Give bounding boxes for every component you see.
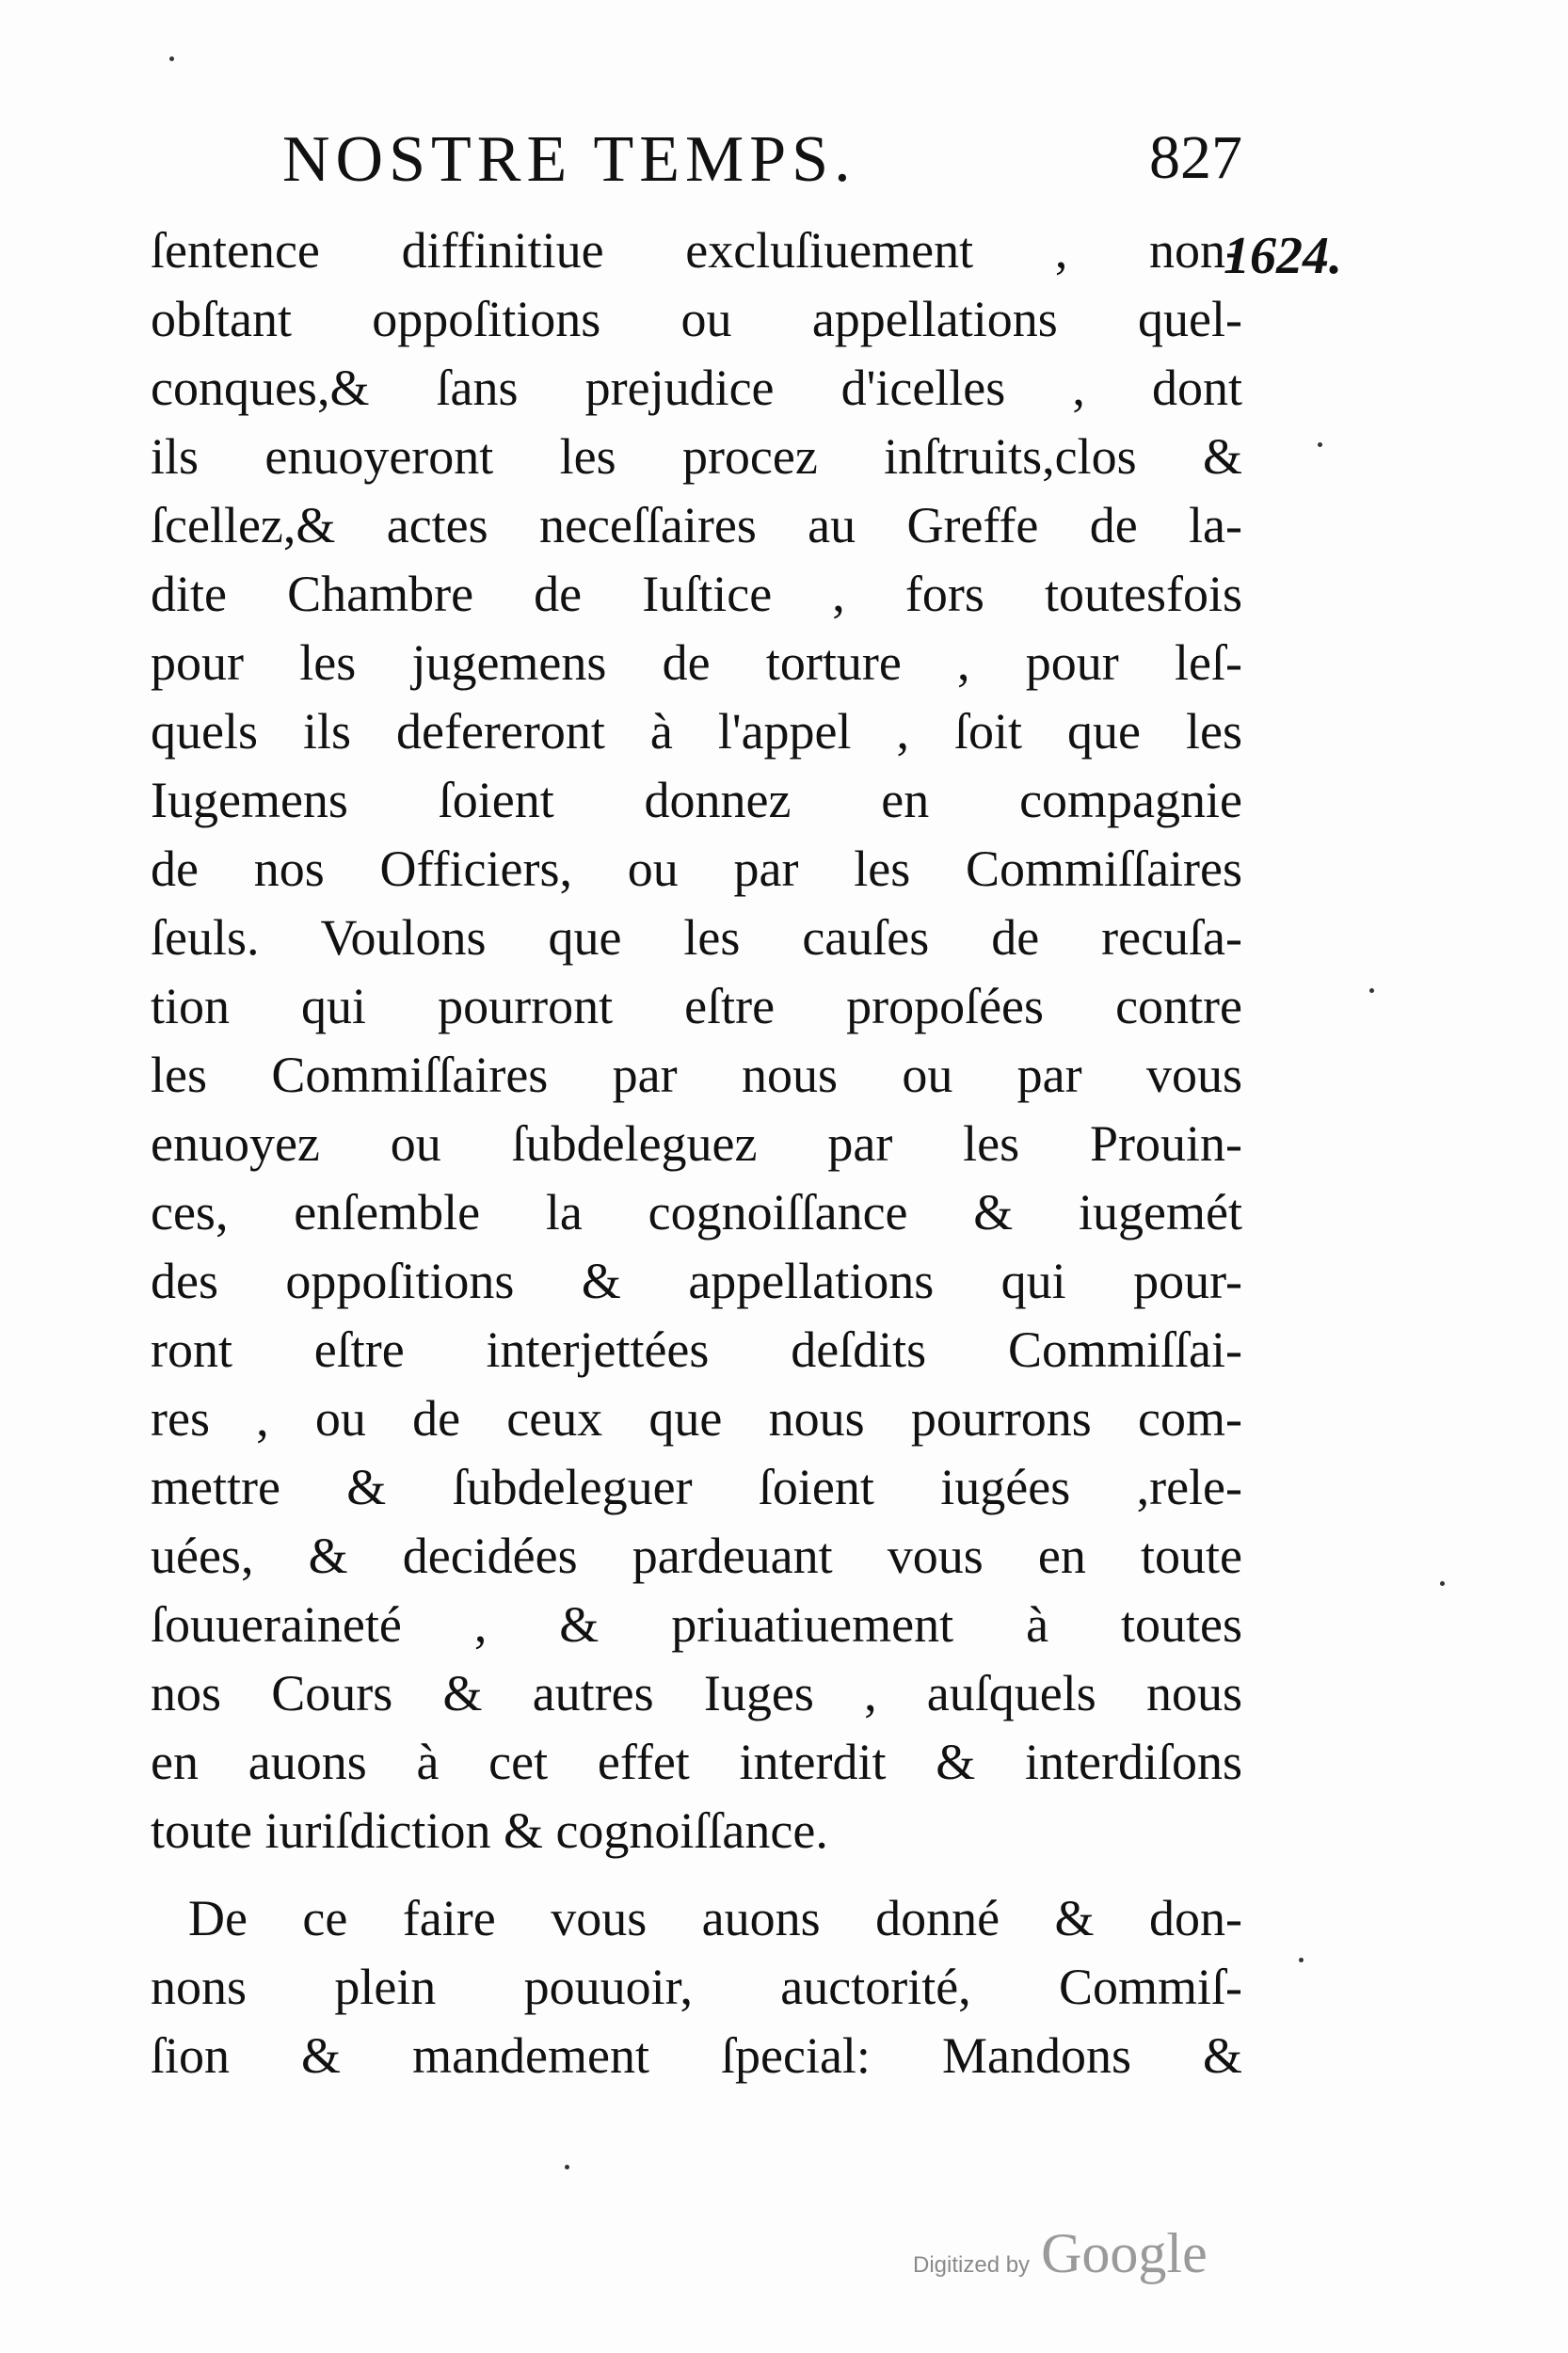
digitization-watermark: [913, 2221, 1208, 2286]
text-line: ſentence diffinitiue excluſiuement , non-: [151, 222, 1242, 279]
text-line: ront eſtre interjettées deſdits Commiſſai-: [151, 1321, 1242, 1378]
page-speck: [1318, 442, 1322, 447]
text-line: ſouueraineté , & priuatiuement à toutes: [151, 1596, 1242, 1653]
text-line: dite Chambre de Iuſtice , fors toutesfois: [151, 566, 1242, 622]
page-header: [282, 122, 1242, 216]
text-line: enuoyez ou ſubdeleguez par les Prouin-: [151, 1115, 1242, 1172]
google-logo-text: Google: [1041, 2222, 1208, 2284]
text-line: ſcellez,& actes neceſſaires au Greffe de la-: [151, 497, 1242, 553]
paragraph-gap: [151, 1865, 1242, 1884]
page-speck: [565, 2165, 569, 2169]
watermark-prefix: Digitized by: [913, 2252, 1031, 2278]
text-line: obſtant oppoſitions ou appellations quel-: [151, 291, 1242, 347]
running-head: NOSTRE TEMPS.: [282, 123, 856, 196]
page-speck: [1440, 1581, 1445, 1586]
page-speck: [169, 56, 174, 61]
text-line: en auons à cet effet interdit & interdiſons: [151, 1734, 1242, 1790]
text-line: De ce faire vous auons donné & don-: [188, 1890, 1242, 1946]
page-number: 827: [1149, 123, 1242, 192]
text-line: conques,& ſans prejudice d'icelles , dont: [151, 360, 1242, 416]
page-speck: [1299, 1958, 1304, 1962]
text-line: nos Cours & autres Iuges , auſquels nous: [151, 1665, 1242, 1721]
text-line: ces, enſemble la cognoiſſance & iugemét: [151, 1184, 1242, 1241]
text-line: des oppoſitions & appellations qui pour-: [151, 1253, 1242, 1309]
text-line: de nos Officiers, ou par les Commiſſaires: [151, 840, 1242, 897]
text-line: les Commiſſaires par nous ou par vous: [151, 1047, 1242, 1103]
text-line: uées, & decidées pardeuant vous en toute: [151, 1528, 1242, 1584]
text-line: pour les jugemens de torture , pour leſ-: [151, 634, 1242, 691]
text-line: mettre & ſubdeleguer ſoient iugées ,rele-: [151, 1459, 1242, 1515]
text-line: res , ou de ceux que nous pourrons com-: [151, 1390, 1242, 1447]
text-line: quels ils defereront à l'appel , ſoit que les: [151, 703, 1242, 760]
text-line: ſeuls. Voulons que les cauſes de recuſa-: [151, 909, 1242, 966]
text-line: Iugemens ſoient donnez en compagnie: [151, 772, 1242, 828]
text-line: toute iuriſdiction & cognoiſſance.: [151, 1802, 828, 1859]
text-line: tion qui pourront eſtre propoſées contre: [151, 978, 1242, 1034]
text-line: ſion & mandement ſpecial: Mandons &: [151, 2027, 1242, 2084]
margin-year-note: 1624.: [1224, 227, 1342, 285]
page-speck: [1369, 988, 1374, 993]
body-text: [151, 216, 1242, 2090]
text-line: nons plein pouuoir, auctorité, Commiſ-: [151, 1959, 1242, 2015]
text-line: ils enuoyeront les procez inſtruits,clos &: [151, 428, 1242, 485]
